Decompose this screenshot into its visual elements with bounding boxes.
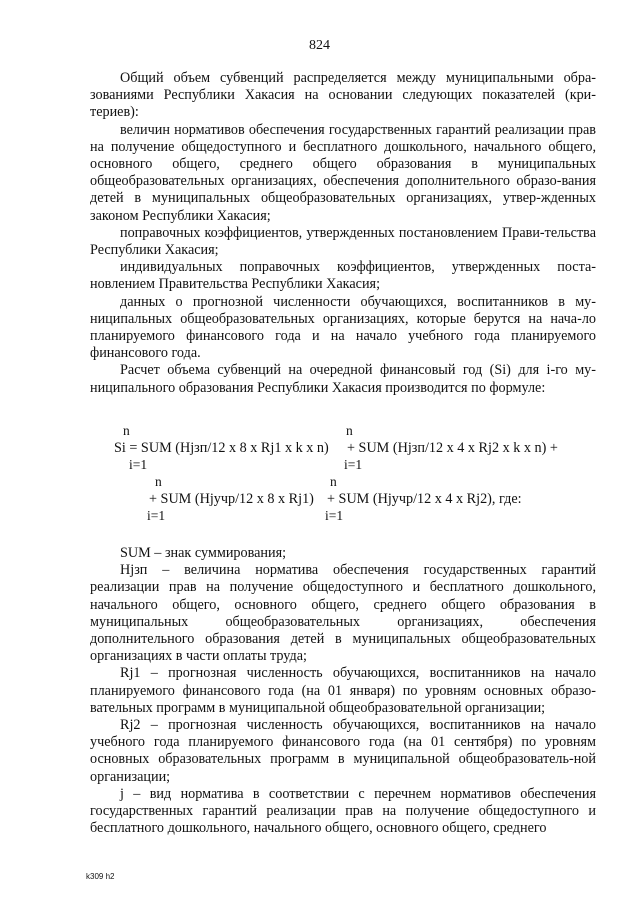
sum-upper-limit: n [123,423,130,438]
sum-lower-limit: i=1 [147,508,166,523]
definition-rj1: Rj1 – прогнозная численность обучающихся, воспитанников на начало планируемого финансового года (на 01 января) по уровням основных образо-вательных программ в муниципальной общеобразовательной организации; [90,665,596,716]
definition-hjzp: Hjзп – величина норматива обеспечения государственных гарантий реализации прав на получение общедоступного и бесплатного дошкольного, начального общего, основного общего, среднего общего образования в муниципальных общеобразовательных организациях, обеспечения дополнительного образования детей в муниципальных общеобразовательных организациях в части оплаты труда; [90,562,596,665]
paragraph: данных о прогнозной численности обучающихся, воспитанников в му-ниципальных общеобразовательных организациях, которые берутся на нача-ло планируемого финансового года и на начало учебного года планируемого финансового года. [90,293,596,362]
definitions-text [90,545,596,837]
formula-line1-part1: Si = SUM (Hjзп/12 x 8 x Rj1 x k x n) [114,440,329,456]
formula-line2-part1: + SUM (Hjучр/12 x 8 x Rj1) [149,491,314,507]
paragraph: Общий объем субвенций распределяется между муниципальными обра-зованиями Республики Хакасия на основании следующих показателей (кри-териев): [90,70,596,121]
sum-upper-limit: n [346,423,353,438]
paragraph: величин нормативов обеспечения государственных гарантий реализации прав на получение общедоступного и бесплатного дошкольного, начального общего, основного общего, среднего общего образования в муниципальных общеобразовательных организациях, обеспечения дополнительного образо-вания детей в муниципальных общеобразовательных организациях, утвер-жденных законом Республики Хакасия; [90,121,596,224]
sum-lower-limit: i=1 [325,508,344,523]
page-number: 824 [309,38,330,53]
intro-text [90,70,596,397]
sum-lower-limit: i=1 [344,457,363,472]
footer-code: k309 h2 [86,872,115,881]
formula-line2-part2: + SUM (Hjучр/12 x 4 x Rj2), где: [327,491,522,507]
definition-rj2: Rj2 – прогнозная численность обучающихся, воспитанников на начало учебного года планируемого финансового года (на 01 сентября) по уровням основных образовательных программ в муниципальной общеобразователь-ной организации; [90,717,596,785]
paragraph: индивидуальных поправочных коэффициентов, утвержденных поста-новлением Правительства Республики Хакасия; [90,259,596,293]
definition-sum: SUM – знак суммирования; [120,545,287,561]
paragraph: Расчет объема субвенций на очередной финансовый год (Si) для i-го му-ниципального образования Республики Хакасия производится по формуле: [90,362,596,396]
definition-j: j – вид норматива в соответствии с перечнем нормативов обеспечения государственных гарантий реализации прав на получение общедоступного и бесплатного дошкольного, начального общего, основного общего, среднего [90,785,596,837]
sum-upper-limit: n [330,474,337,489]
paragraph: поправочных коэффициентов, утвержденных постановлением Прави-тельства Республики Хакасия; [90,224,596,259]
formula-line1-part2: + SUM (Hjзп/12 x 4 x Rj2 x k x n) + [347,440,558,456]
sum-upper-limit: n [155,474,162,489]
sum-lower-limit: i=1 [129,457,148,472]
